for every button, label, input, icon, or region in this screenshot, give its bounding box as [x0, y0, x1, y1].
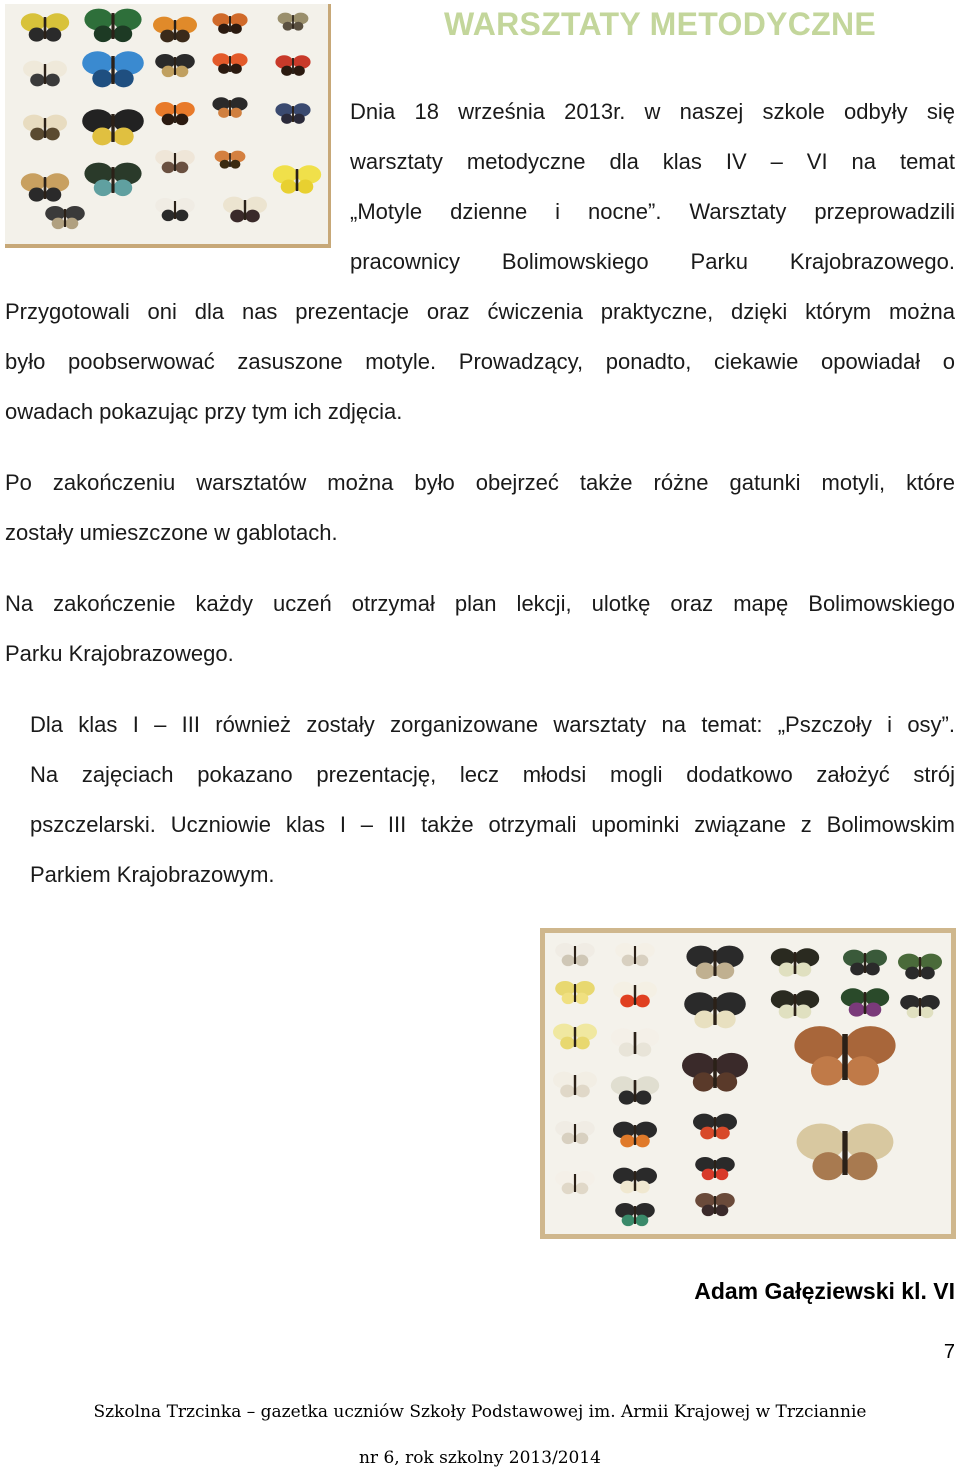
paragraph-line: Na zajęciach pokazano prezentację, lecz młodsi mogli dodatkowo założyć strój — [30, 762, 955, 787]
paragraph-line: pszczelarski. Uczniowie klas I – III także otrzymali upominki związane z Bolimowskim — [30, 812, 955, 837]
main-line: owadach pokazując przy tym ich zdjęcia. — [5, 399, 403, 424]
main-paragraph — [5, 287, 955, 437]
paragraph-bees — [5, 700, 955, 900]
intro-line: warsztaty metodyczne dla klas IV – VI na temat — [350, 149, 955, 174]
paragraph-gifts — [5, 579, 955, 679]
paragraph-line: Parkiem Krajobrazowym. — [30, 862, 275, 887]
butterfly-case-photo-bottom — [540, 928, 956, 1239]
page-number: 7 — [943, 1341, 955, 1363]
intro-line: „Motyle dzienne i nocne”. Warsztaty przeprowadzili — [350, 199, 955, 224]
footer-issue: nr 6, rok szkolny 2013/2014 — [358, 1448, 602, 1468]
main-line: było poobserwować zasuszone motyle. Prowadzący, ponadto, ciekawie opowiadał o — [5, 349, 955, 374]
intro-line: Dnia 18 września 2013r. w naszej szkole odbyły się — [350, 99, 955, 124]
paragraph-line: Po zakończeniu warsztatów można było obejrzeć także różne gatunki motyli, które — [5, 470, 955, 495]
paragraph-line: Parku Krajobrazowego. — [5, 641, 234, 666]
paragraph-gallery — [5, 458, 955, 558]
butterfly-collection-image — [5, 4, 331, 248]
paragraph-line: Dla klas I – III również zostały zorganizowane warsztaty na temat: „Pszczoły i osy”. — [30, 712, 955, 737]
footer-publication: Szkolna Trzcinka – gazetka uczniów Szkoły Podstawowej im. Armii Krajowej w Trzciannie — [93, 1402, 867, 1422]
paragraph-line: Na zakończenie każdy uczeń otrzymał plan lekcji, ulotkę oraz mapę Bolimowskiego — [5, 591, 955, 616]
moth-collection-image — [545, 933, 951, 1234]
intro-line: pracownicy Bolimowskiego Parku Krajobrazowego. — [350, 249, 955, 274]
article-author: Adam Gałęziewski kl. VI — [694, 1278, 955, 1304]
butterfly-case-photo-top — [5, 4, 331, 248]
intro-paragraph — [350, 87, 955, 287]
article-title: WARSZTATY METODYCZNE — [444, 6, 877, 42]
paragraph-line: zostały umieszczone w gablotach. — [5, 520, 338, 545]
main-line: Przygotowali oni dla nas prezentacje oraz ćwiczenia praktyczne, dzięki którym można — [5, 299, 955, 324]
